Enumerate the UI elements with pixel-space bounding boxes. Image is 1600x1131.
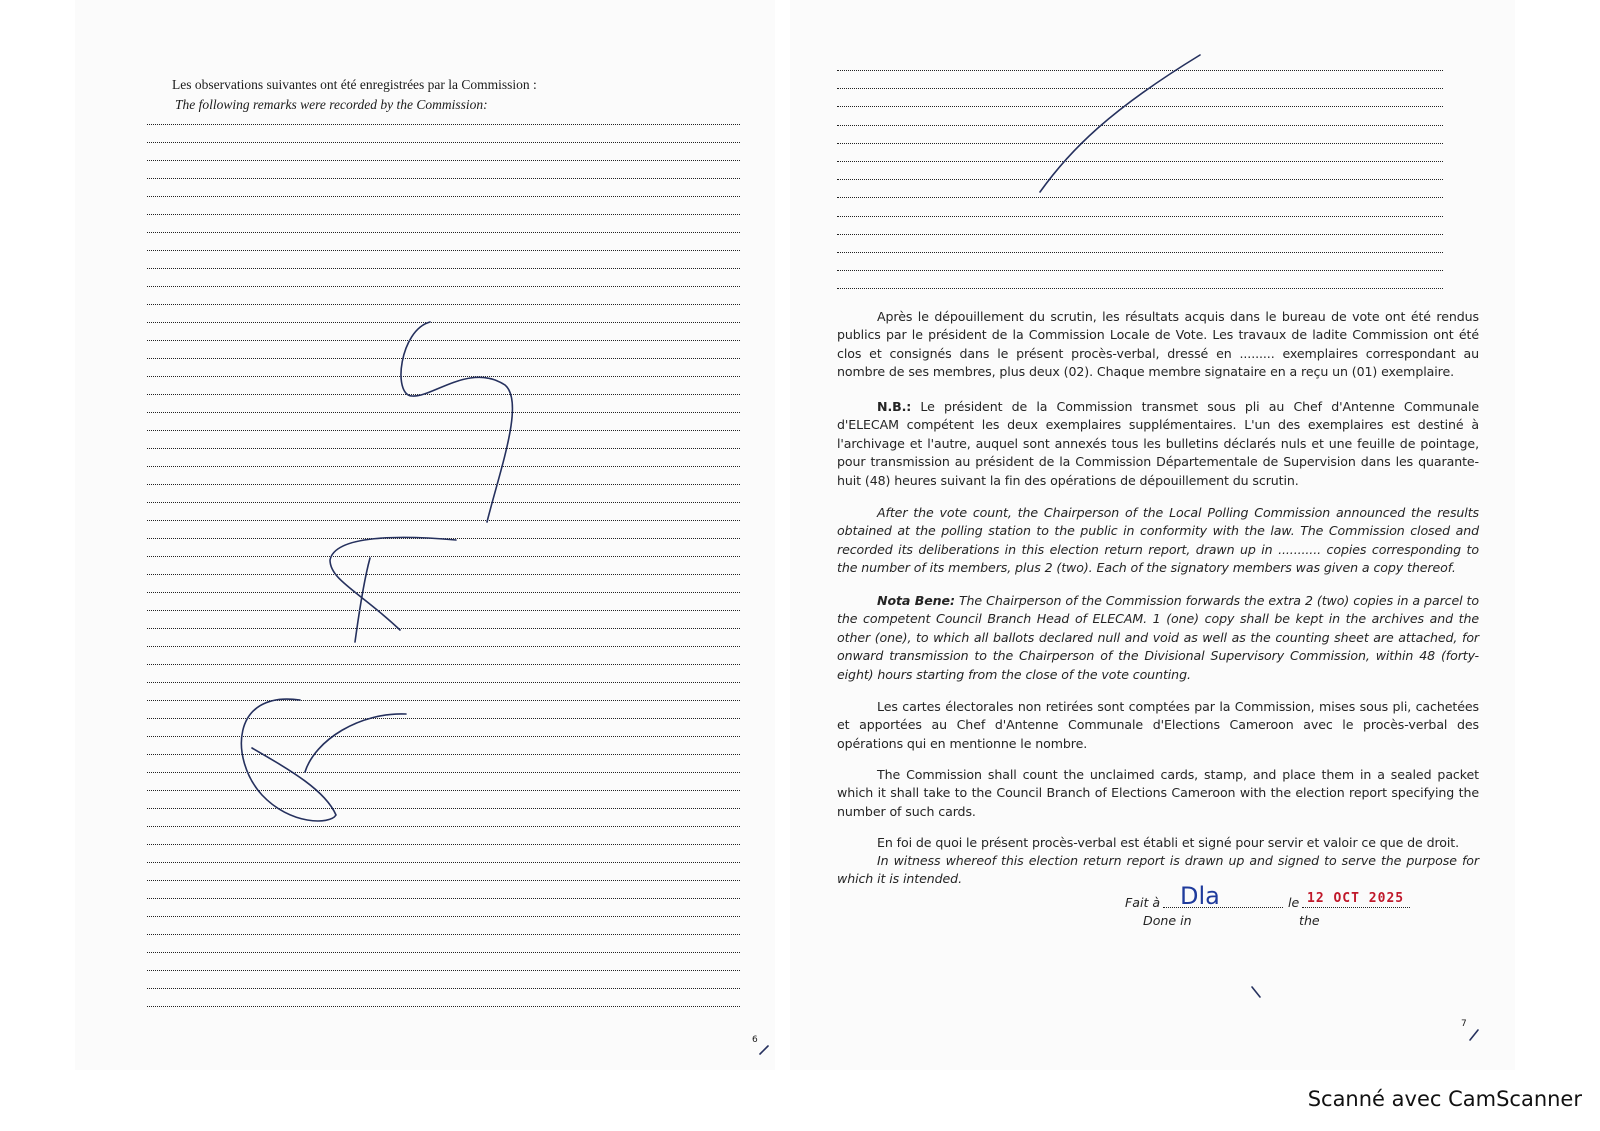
dotted-writing-line (147, 538, 740, 539)
dotted-writing-line (147, 394, 740, 395)
handwritten-place: Dla (1180, 882, 1220, 910)
dotted-writing-line (837, 161, 1443, 162)
dotted-writing-line (147, 142, 740, 143)
dotted-writing-line (147, 322, 740, 323)
dotted-writing-line (147, 664, 740, 665)
dotted-writing-line (837, 252, 1443, 253)
dotted-writing-line (147, 592, 740, 593)
dotted-writing-line (147, 682, 740, 683)
dotted-writing-line (147, 826, 740, 827)
dotted-writing-line (147, 700, 740, 701)
dotted-writing-line (837, 234, 1443, 235)
dotted-writing-line (147, 556, 740, 557)
dotted-writing-line (147, 520, 740, 521)
paragraph-results-en: After the vote count, the Chairperson of the Local Polling Commission announced the results obtained at the polling station to the public in conformity with the law. The Commission closed and recorded its deliberations in this election return report, drawn up in ........... copies corresponding to the number of its members, plus 2 (two). Each of the signatory members was given a copy thereof. (837, 505, 1479, 576)
fait-a-label: Fait à (1125, 895, 1161, 910)
dotted-writing-line (147, 736, 740, 737)
dotted-writing-line (147, 844, 740, 845)
dotted-writing-line (147, 862, 740, 863)
handwritten-date: 12 OCT 2025 (1307, 891, 1405, 906)
done-in-label: Done in (1143, 913, 1192, 928)
dotted-writing-line (837, 179, 1443, 180)
dotted-writing-line (147, 574, 740, 575)
dotted-writing-line (147, 376, 740, 377)
dotted-writing-line (147, 772, 740, 773)
le-label: le (1288, 895, 1300, 910)
remarks-heading-fr: Les observations suivantes ont été enregistrées par la Commission : (172, 77, 537, 92)
dotted-writing-line (147, 790, 740, 791)
witness-fr: En foi de quoi le présent procès-verbal est établi et signé pour servir et valoir ce que de droit. (877, 835, 1460, 850)
dotted-writing-line (147, 610, 740, 611)
the-label: the (1299, 913, 1320, 928)
dotted-writing-line (147, 646, 740, 647)
dotted-writing-line (147, 970, 740, 971)
dotted-writing-line (147, 952, 740, 953)
dotted-writing-line (147, 268, 740, 269)
camscanner-watermark: Scanné avec CamScanner (1307, 1087, 1582, 1111)
dotted-writing-line (147, 232, 740, 233)
dotted-writing-line (147, 358, 740, 359)
dotted-writing-line (147, 250, 740, 251)
dotted-writing-line (837, 216, 1443, 217)
dotted-writing-line (837, 70, 1443, 71)
dotted-writing-line (147, 988, 740, 989)
dotted-writing-line (147, 898, 740, 899)
dotted-writing-line (147, 196, 740, 197)
paragraph-results-fr: Après le dépouillement du scrutin, les résultats acquis dans le bureau de vote ont été rendus publics par le président de la Commission Locale de Vote. Les travaux de ladite Commission ont été clos et consignés dans le présent procès-verbal, dressé en ......... exemplaires correspondant au nombre de ses membres, plus deux (02). Chaque membre signataire en a reçu un (01) exemplaire. (837, 309, 1479, 380)
dotted-writing-line (837, 106, 1443, 107)
paragraph-nb-fr: N.B.: Le président de la Commission transmet sous pli au Chef d'Antenne Communale d'ELECAM compétent les deux exemplaires supplémentaires. L'un des exemplaires est destiné à l'archivage et l'autre, auquel sont annexés tous les bulletins déclarés nuls et une feuille de pointage, pour transmission au président de la Commission Départementale de Supervision dans les quarante-huit (48) heures suivant la fin des opérations de dépouillement du scrutin. (837, 399, 1479, 488)
dotted-writing-line (147, 178, 740, 179)
remarks-heading-en: The following remarks were recorded by the Commission: (175, 97, 488, 112)
dotted-writing-line (147, 412, 740, 413)
dotted-writing-line (147, 304, 740, 305)
dotted-writing-line (147, 502, 740, 503)
dotted-writing-line (837, 88, 1443, 89)
dotted-writing-line (837, 288, 1443, 289)
dotted-writing-line (147, 934, 740, 935)
witness-en: In witness whereof this election return report is drawn up and signed to serve the purpose for which it is intended. (837, 853, 1479, 887)
dotted-writing-line (837, 143, 1443, 144)
date-dotted-line (1302, 907, 1410, 908)
dotted-writing-line (837, 197, 1443, 198)
dotted-writing-line (147, 1006, 740, 1007)
paragraph-nota-bene-en: Nota Bene: The Chairperson of the Commission forwards the extra 2 (two) copies in a parcel to the competent Council Branch Head of ELECAM. 1 (one) copy shall be kept in the archives and the other (one), to which all ballots declared null and void as well as the counting sheet are attached, for onward transmission to the Chairperson of the Divisional Supervisory Commission, within 48 (forty-eight) hours starting from the close of the vote counting. (837, 593, 1479, 682)
dotted-writing-line (837, 125, 1443, 126)
paragraph-cards-fr: Les cartes électorales non retirées sont comptées par la Commission, mises sous pli, cachetées et apportées au Chef d'Antenne Communale d'Elections Cameroon avec le procès-verbal des opérations qui en mentionne le nombre. (837, 699, 1479, 751)
dotted-writing-line (147, 808, 740, 809)
dotted-writing-line (147, 754, 740, 755)
dotted-writing-line (147, 124, 740, 125)
page-number-right: 7 (1461, 1019, 1467, 1029)
dotted-writing-line (147, 916, 740, 917)
dotted-writing-line (147, 430, 740, 431)
dotted-writing-line (147, 448, 740, 449)
dotted-writing-line (147, 214, 740, 215)
dotted-writing-line (147, 466, 740, 467)
dotted-writing-line (147, 160, 740, 161)
dotted-writing-line (837, 270, 1443, 271)
dotted-writing-line (147, 286, 740, 287)
dotted-writing-line (147, 880, 740, 881)
dotted-writing-line (147, 484, 740, 485)
paragraph-cards-en: The Commission shall count the unclaimed cards, stamp, and place them in a sealed packet which it shall take to the Council Branch of Elections Cameroon with the election report specifying the number of such cards. (837, 767, 1479, 819)
remarks-continued-dotted-lines (837, 70, 1443, 292)
dotted-writing-line (147, 340, 740, 341)
page-number-left: 6 (752, 1035, 758, 1045)
dotted-writing-line (147, 718, 740, 719)
dotted-writing-line (147, 628, 740, 629)
remarks-dotted-lines (147, 124, 740, 1024)
